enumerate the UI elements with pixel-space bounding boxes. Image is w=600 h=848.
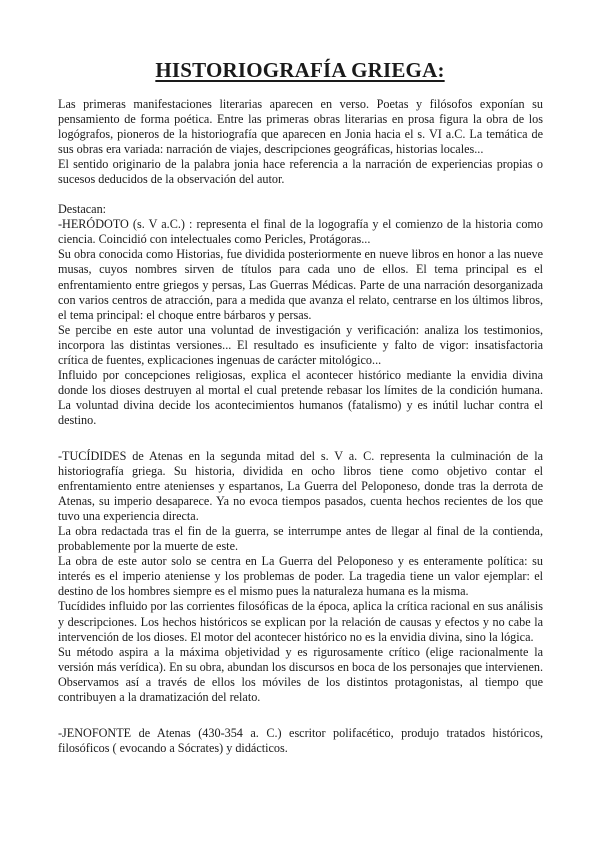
paragraph-spacer [58,428,543,449]
tucidides-paragraph: Tucídides influido por las corrientes filosóficas de la época, aplica la crítica racional en sus análisis y descripciones. Los hechos históricos se explican por la relación de causas y efectos y no cabe la intervención de los dioses. El motor del acontecer histórico no es la envidia divina, sino la lógica. [58,599,543,644]
paragraph-spacer [58,705,543,726]
tucidides-paragraph: -TUCÍDIDES de Atenas en la segunda mitad del s. V a. C. representa la culminación de la historiografía griega. Su historia, dividida en ocho libros tiene como objetivo contar el enfrentamiento entre atenienses y espartanos, La Guerra del Peloponeso, donde tras la derrota de Atenas, su imperio desaparece. Ya no evoca tiempos pasados, cuenta hechos recientes de los que tuvo una experiencia directa. [58,448,543,524]
herodoto-paragraph: Su obra conocida como Historias, fue dividida posteriormente en nueve libros en honor a las nueve musas, cuyos nombres sirven de títulos para cada uno de ellos. El tema principal es el enfrentamiento entre griegos y persas, Las Guerras Médicas. Parte de una narración desorganizada con varios centros de atracción, para a medida que avanza el relato, centrarse en los últimos libros, el tema principal: el choque entre bárbaros y persas. [58,247,543,322]
herodoto-paragraph: -HERÓDOTO (s. V a.C.) : representa el final de la logografía y el comienzo de la historia como ciencia. Coincidió con intelectuales como Pericles, Protágoras... [58,217,543,247]
tucidides-paragraph: Su método aspira a la máxima objetividad y es rigurosamente crítico (elige racionalmente la versión más verídica). En su obra, abundan los discursos en boca de los personajes que intervienen. Observamos así a través de ellos los móviles de los distintos protagonistas, al tiempo que contribuyen a la dramatización del relato. [58,644,543,704]
document-body [58,97,543,756]
page-title: HISTORIOGRAFÍA GRIEGA: [155,58,445,82]
destacan-label: Destacan: [58,202,107,217]
tucidides-paragraph: La obra redactada tras el fin de la guerra, se interrumpe antes de llegar al final de la contienda, probablemente por la muerte de este. [58,524,543,554]
herodoto-paragraph: Influido por concepciones religiosas, explica el acontecer histórico mediante la envidia divina donde los dioses destruyen al mortal el cual pretende rebasar los límites de la condición humana. La voluntad divina decide los acontecimientos humanos (fatalismo) y es inútil luchar contra el destino. [58,367,543,427]
herodoto-paragraph: Se percibe en este autor una voluntad de investigación y verificación: analiza los testimonios, incorpora las distintas versiones... El resultado es insuficiente y falto de vigor: insatisfactoria crítica de fuentes, explicaciones ingenuas de carácter mitológico... [58,322,543,367]
paragraph-spacer [58,187,543,202]
intro-paragraph: Las primeras manifestaciones literarias aparecen en verso. Poetas y filósofos exponían su pensamiento de forma poética. Entre las primeras obras literarias en prosa figura la obra de los logógrafos, pioneros de la historiografía que aparecen en Jonia hacia el s. VI a.C. La temática de sus obras era variada: narración de viajes, descripciones geográficas, historias locales... [58,97,543,157]
jenofonte-paragraph: -JENOFONTE de Atenas (430-354 a. C.) escritor polifacético, produjo tratados históricos, filosóficos ( evocando a Sócrates) y didácticos. [58,725,543,755]
tucidides-paragraph: La obra de este autor solo se centra en La Guerra del Peloponeso y es enteramente política: su interés es el imperio ateniense y los problemas de poder. La tragedia tiene un valor ejemplar: el destino de los hombres siempre es el mismo pues la naturaleza humana es la misma. [58,554,543,599]
intro-paragraph: El sentido originario de la palabra jonia hace referencia a la narración de experiencias propias o sucesos deducidos de la observación del autor. [58,157,543,187]
